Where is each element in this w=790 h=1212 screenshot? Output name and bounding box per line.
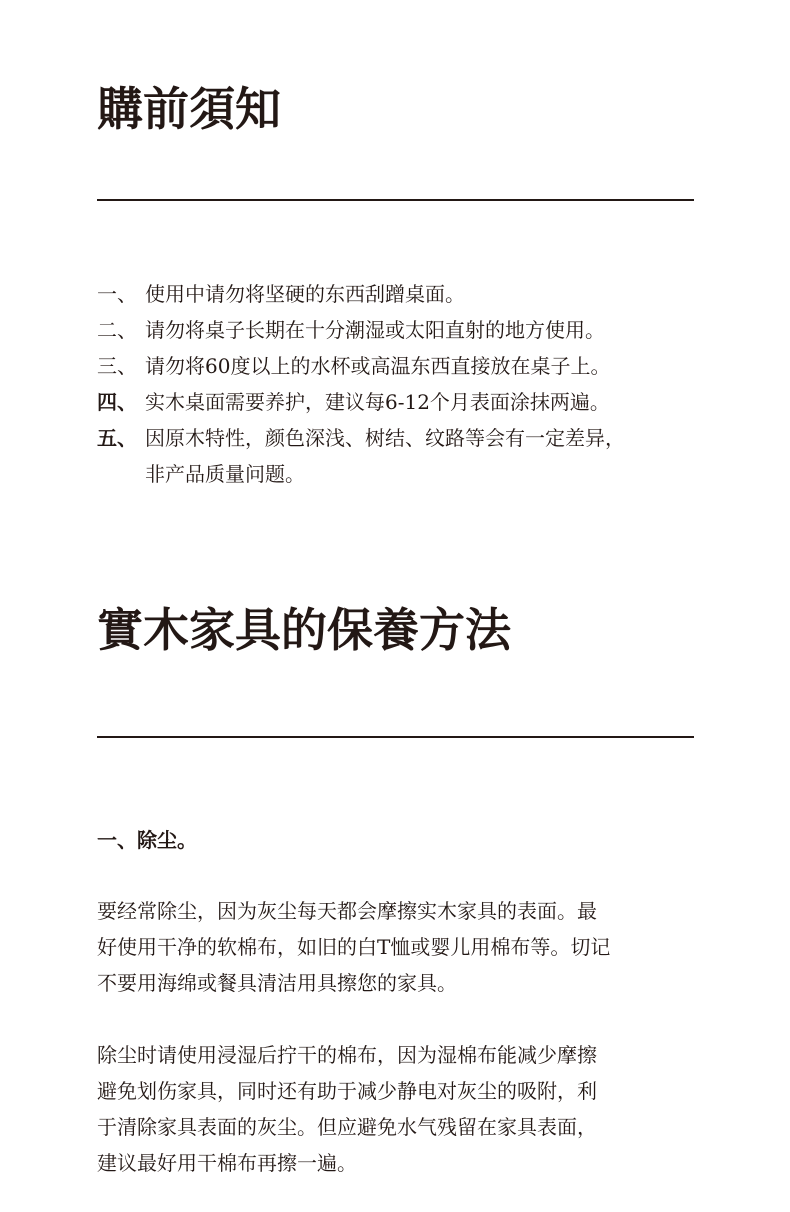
- notice-list: [97, 276, 737, 492]
- paragraph-dusting-method: 除尘时请使用浸湿后拧干的棉布，因为湿棉布能减少摩擦 避免划伤家具，同时还有助于减少静电对灰尘的吸附，利 于清除家具表面的灰尘。但应避免水气残留在家具表面， 建议最好用干棉布再擦一遍。: [97, 1043, 597, 1175]
- title-divider: [97, 199, 694, 201]
- notice-text: 因原木特性，颜色深浅、树结、纹路等会有一定差异， 非产品质量问题。: [145, 426, 625, 486]
- notice-item: [97, 348, 737, 384]
- notice-text: 请勿将桌子长期在十分潮湿或太阳直射的地方使用。: [145, 318, 605, 342]
- paragraph-dusting-frequency: 要经常除尘，因为灰尘每天都会摩擦实木家具的表面。最 好使用干净的软棉布，如旧的白T恤或婴儿用棉布等。切记 不要用海绵或餐具清洁用具擦您的家具。: [97, 899, 611, 995]
- notice-number: 四、: [97, 390, 137, 414]
- notice-item: [97, 420, 737, 492]
- notice-text: 请勿将60度以上的水杯或高温东西直接放在桌子上。: [145, 354, 611, 378]
- notice-text: 实木桌面需要养护，建议每6-12个月表面涂抹两遍。: [145, 390, 610, 414]
- section-title-purchase-notice: 購前須知: [97, 82, 281, 136]
- title-divider: [97, 736, 694, 738]
- section-title-care-method: 實木家具的保養方法: [97, 603, 511, 657]
- notice-item: [97, 276, 737, 312]
- notice-number: 一、: [97, 282, 137, 306]
- notice-number: 二、: [97, 318, 137, 342]
- notice-item: [97, 384, 737, 420]
- notice-number: 三、: [97, 354, 137, 378]
- subsection-title-dusting: 一、除尘。: [97, 828, 197, 852]
- notice-number: 五、: [97, 426, 137, 450]
- notice-text: 使用中请勿将坚硬的东西刮蹭桌面。: [145, 282, 465, 306]
- notice-item: [97, 312, 737, 348]
